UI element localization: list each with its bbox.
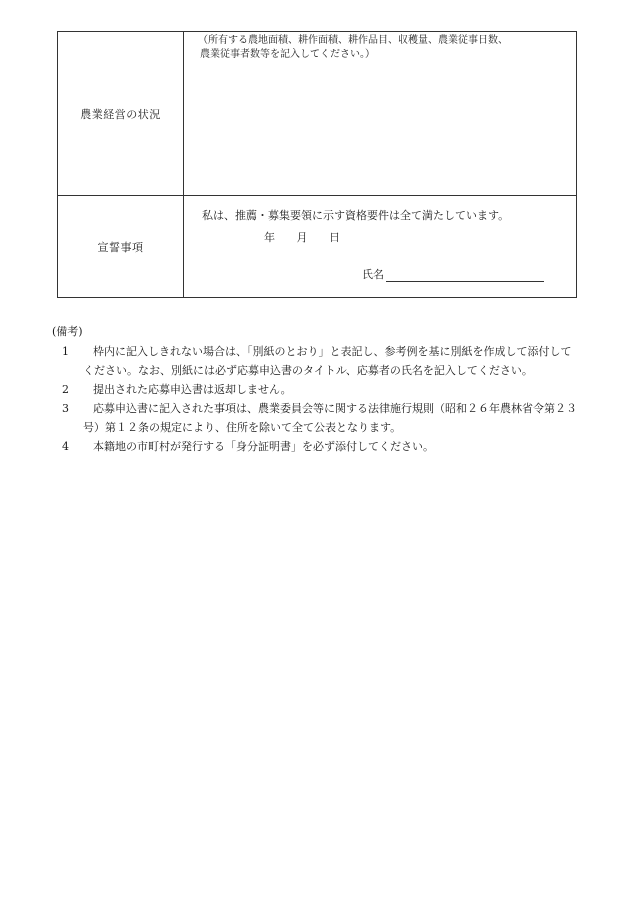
oath-statement: 私は、推薦・募集要領に示す資格要件は全て満たしています。 — [202, 209, 510, 222]
application-form-table — [57, 31, 577, 298]
remark-item — [52, 399, 582, 437]
oath-row — [58, 196, 577, 298]
remark-text: 本籍地の市町村が発行する「身分証明書」を必ず添付してください。 — [93, 440, 434, 453]
oath-name-field[interactable] — [362, 266, 544, 282]
remarks-title: (備考) — [52, 325, 83, 338]
farm-status-note-line1: （所有する農地面積、耕作面積、耕作品目、収穫量、農業従事日数、 — [198, 35, 508, 46]
farm-status-row — [58, 32, 577, 196]
remark-item — [52, 342, 582, 380]
remark-item — [52, 380, 582, 399]
remark-text: 提出された応募申込書は返却しません。 — [93, 383, 292, 396]
remark-number: 1 — [62, 345, 69, 358]
farm-status-instructions — [184, 32, 576, 62]
remarks-section — [52, 322, 582, 456]
name-signature-line[interactable] — [386, 269, 544, 282]
oath-label: 宣誓事項 — [58, 196, 184, 298]
remark-number: 2 — [62, 383, 69, 396]
name-label: 氏名 — [362, 268, 384, 281]
remark-number: 3 — [62, 402, 69, 415]
remark-item — [52, 437, 582, 456]
farm-status-field[interactable] — [184, 32, 577, 196]
oath-field — [184, 196, 577, 298]
remark-text: 応募申込書に記入された事項は、農業委員会等に関する法律施行規則（昭和２６年農林省令第２３号）第１２条の規定により、住所を除いて全て公表となります。 — [83, 402, 577, 434]
farm-status-label: 農業経営の状況 — [58, 32, 184, 196]
remark-text: 枠内に記入しきれない場合は、「別紙のとおり」と表記し、参考例を基に別紙を作成して添付してください。なお、別紙には必ず応募申込書のタイトル、応募者の氏名を記入してください。 — [83, 345, 572, 377]
farm-status-note-line2: 農業従事者数等を記入してください。） — [200, 49, 375, 60]
oath-date-field[interactable]: 年 月 日 — [264, 231, 340, 244]
remark-number: 4 — [62, 440, 69, 453]
